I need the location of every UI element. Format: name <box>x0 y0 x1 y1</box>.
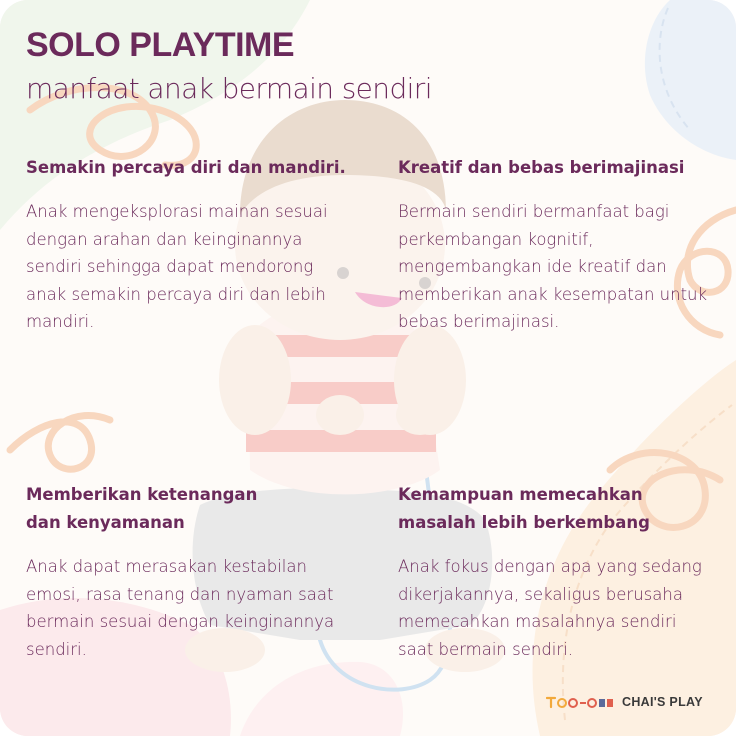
benefit-description: Anak dapat merasakan kestabilan emosi, rasa tenang dan nyaman saat bermain sesuai dengan keinginannya sendiri. <box>26 557 335 659</box>
benefit-description: Anak fokus dengan apa yang sedang dikerjakannya, sekaligus berusaha memecahkan masalahnya sendiri saat bermain sendiri. <box>398 557 702 659</box>
page-title: SOLO PLAYTIME <box>26 26 295 64</box>
benefit-description: Bermain sendiri bermanfaat bagi perkembangan kognitif, mengembangkan ide kreatif dan memberikan anak kesempatan untuk bebas berimajinasi. <box>398 202 708 331</box>
too-one-logo-icon <box>546 695 614 709</box>
page-subtitle: manfaat anak bermain sendiri <box>26 72 432 105</box>
benefit-heading: Kreatif dan bebas berimajinasi <box>398 158 685 177</box>
benefit-section <box>398 481 708 663</box>
benefit-heading: Memberikan ketenangan dan kenyamanan <box>26 485 258 532</box>
benefit-section <box>398 154 718 336</box>
benefit-description: Anak mengeksplorasi mainan sesuai dengan arahan dan keinginannya sendiri sehingga dapat mendorong anak semakin percaya diri dan lebih mandiri. <box>26 202 328 331</box>
brand-footer <box>546 692 703 712</box>
brand-name: CHAI'S PLAY <box>622 695 703 709</box>
benefit-heading: Kemampuan memecahkan masalah lebih berkembang <box>398 485 650 532</box>
benefit-section <box>26 154 346 336</box>
benefit-heading: Semakin percaya diri dan mandiri. <box>26 158 346 177</box>
benefit-section <box>26 481 335 663</box>
